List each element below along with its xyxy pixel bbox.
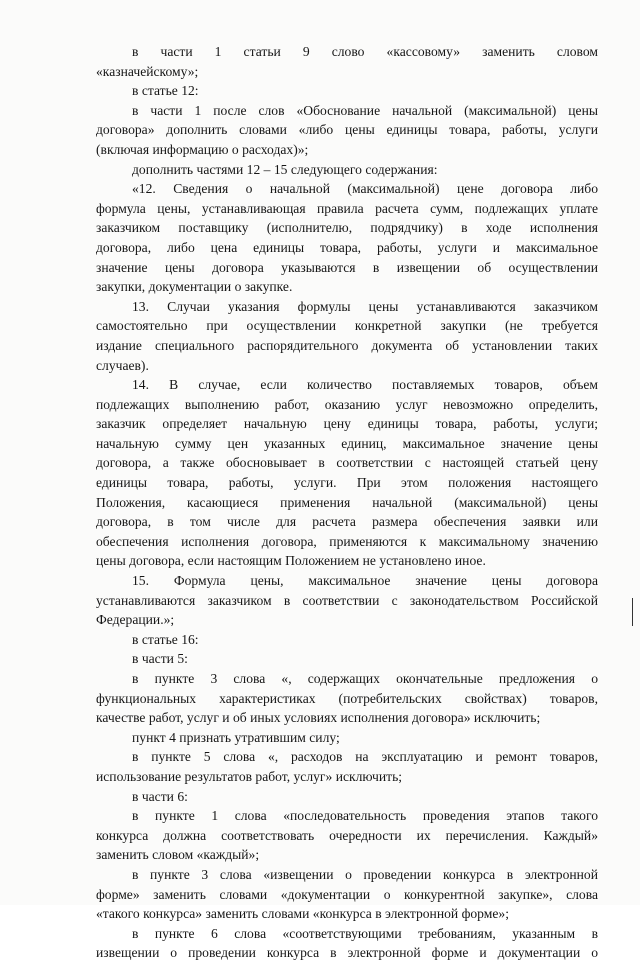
text-line: в части 1 статьи 9 слово «кассовому» заменить словом <box>132 44 598 59</box>
text-line: цены договора, если настоящим Положением не установлено иное. <box>96 553 486 569</box>
text-line: в части 6: <box>132 788 188 804</box>
document-body <box>96 42 598 963</box>
text-line: формула цены, устанавливающая правила расчета сумм, подлежащих уплате <box>96 200 598 216</box>
text-line: договора, в том числе для расчета размера обеспечения заявки или <box>96 514 598 530</box>
text-line: конкурса должна соответствовать очередности их перечисления. Каждый» <box>96 827 598 843</box>
text-line: начальную сумму цен указанных единиц, максимальное значение цены <box>96 435 598 451</box>
text-line: в пункте 5 слова «, расходов на эксплуатацию и ремонт товаров, <box>132 749 598 765</box>
text-line: 13. Случаи указания формулы цены устанавливаются заказчиком <box>132 298 598 314</box>
text-line: в пункте 3 слова «извещении о проведении конкурса в электронной <box>132 866 598 882</box>
text-line: 15. Формула цены, максимальное значение цены договора <box>132 573 598 589</box>
text-line: Положения, касающиеся применения начальной (максимальной) цены <box>96 494 598 510</box>
text-line: в части 5: <box>132 651 188 667</box>
text-line: функциональных характеристиках (потребительских свойствах) товаров, <box>96 690 598 706</box>
text-line: заказчиком поставщику (исполнителю, подрядчику) в ходе исполнения <box>96 220 598 236</box>
text-line: в статье 12: <box>132 83 199 99</box>
text-line: заменить словом «каждый»; <box>96 847 260 863</box>
text-line: договора, либо цена единицы товара, работы, услуги и максимальное <box>96 239 598 255</box>
text-line: пункт 4 признать утратившим силу; <box>132 729 340 745</box>
text-line: 14. В случае, если количество поставляемых товаров, объем <box>132 377 598 393</box>
text-line: «казначейскому»; <box>96 63 199 79</box>
text-line: Федерации.»; <box>96 612 175 628</box>
text-line: «такого конкурса» заменить словами «конкурса в электронной форме»; <box>96 906 509 922</box>
text-line: качестве работ, услуг и об иных условиях исполнения договора» исключить; <box>96 710 541 726</box>
text-line: в части 1 после слов «Обоснование начальной (максимальной) цены <box>132 102 598 118</box>
text-line: в пункте 6 слова «соответствующими требованиям, указанным в <box>132 925 598 941</box>
text-line: подлежащих выполнению работ, оказанию услуг невозможно определить, <box>96 396 598 412</box>
text-line: использование результатов работ, услуг» исключить; <box>96 768 403 784</box>
scan-margin-mark <box>632 598 633 626</box>
text-line: «12. Сведения о начальной (максимальной) цене договора либо <box>132 181 598 197</box>
text-line: значение цены договора указываются в извещении об осуществлении <box>96 259 598 275</box>
text-line: издание специального распорядительного документа об установлении таких <box>96 337 598 353</box>
text-line: самостоятельно при осуществлении конкретной закупки (не требуется <box>96 318 598 334</box>
text-line: дополнить частями 12 – 15 следующего содержания: <box>132 161 438 177</box>
text-line: (включая информацию о расходах)»; <box>96 141 309 157</box>
text-line: заказчик определяет начальную цену единицы товара, работы, услуги; <box>96 416 598 432</box>
text-line: случаев). <box>96 357 149 373</box>
text-line: в пункте 1 слова «последовательность проведения этапов такого <box>132 808 598 824</box>
text-line: извещении о проведении конкурса в электронной форме и документации о <box>96 945 598 961</box>
text-line: единицы товара, работы, услуги. При этом положения настоящего <box>96 475 598 491</box>
text-line: в статье 16: <box>132 631 199 647</box>
text-line: устанавливаются заказчиком в соответствии с законодательством Российской <box>96 592 598 608</box>
text-line: обеспечения исполнения договора, применяются к максимальному значению <box>96 533 598 549</box>
text-line: договора, а также обосновывает в соответствии с настоящей статьей цену <box>96 455 598 471</box>
text-line: договора» дополнить словами «либо цены единицы товара, работы, услуги <box>96 122 598 138</box>
text-line: в пункте 3 слова «, содержащих окончательные предложения о <box>132 671 598 686</box>
text-line: форме» заменить словами «документации о конкурентной закупке», слова <box>96 886 598 902</box>
text-line: закупки, документации о закупке. <box>96 279 293 295</box>
